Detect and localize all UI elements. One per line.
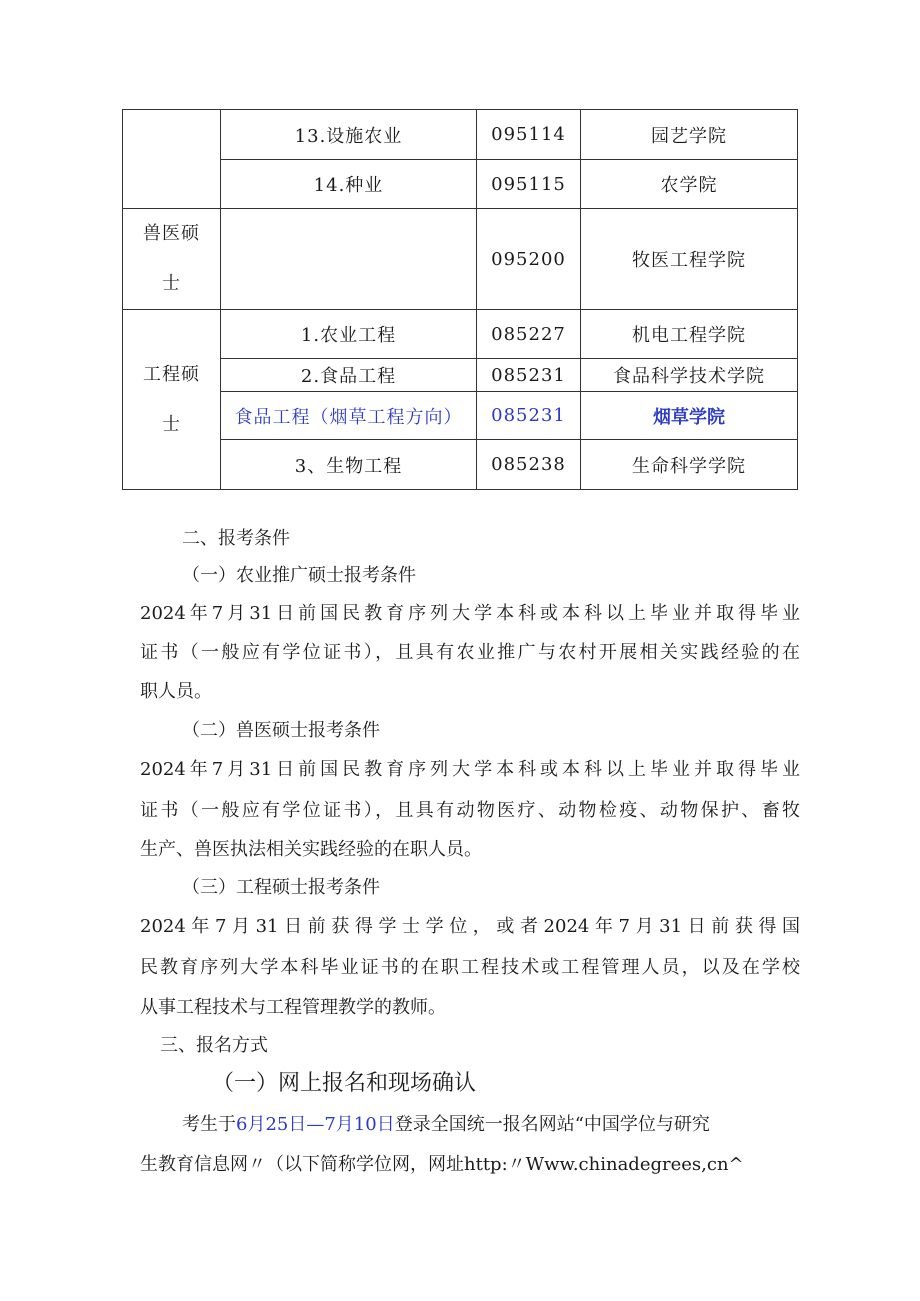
subsection-heading: （二）兽医硕士报考条件	[182, 720, 380, 741]
field-cell: 食品工程（烟草工程方向）	[221, 392, 477, 440]
field-cell: 2.食品工程	[221, 359, 477, 392]
paragraph-line: 2024年7月31日前国民教育序列大学本科或本科以上毕业并取得毕业	[140, 759, 800, 780]
degree-label-line1: 兽医硕	[143, 223, 200, 244]
degree-cell	[123, 110, 221, 209]
field-cell: 3、生物工程	[221, 440, 477, 490]
code-cell: 085231	[477, 359, 581, 392]
degree-label-line2: 士	[162, 273, 181, 294]
table-row	[123, 160, 798, 209]
text-run: 考生于	[182, 1114, 236, 1135]
section-heading: 三、报名方式	[160, 1035, 268, 1056]
paragraph-line: 2024年7月31日前国民教育序列大学本科或本科以上毕业并取得毕业	[140, 603, 800, 624]
table-row	[123, 209, 798, 310]
college-cell: 食品科学技术学院	[581, 359, 798, 392]
paragraph-line: 证书（一般应有学位证书），且具有农业推广与农村开展相关实践经验的在	[140, 642, 800, 663]
subsection-heading: （一）网上报名和现场确认	[212, 1071, 477, 1096]
program-table	[122, 109, 798, 490]
paragraph-line: 生教育信息网〃（以下简称学位网，网址http:〃Www.chinadegrees,cn^	[140, 1154, 744, 1175]
code-cell: 095200	[477, 209, 581, 310]
table-row	[123, 359, 798, 392]
subsection-heading: （三）工程硕士报考条件	[182, 877, 380, 898]
paragraph-line: 生产、兽医执法相关实践经验的在职人员。	[140, 839, 482, 860]
code-cell: 085231	[477, 392, 581, 440]
code-cell: 085227	[477, 310, 581, 359]
college-cell: 园艺学院	[581, 110, 798, 160]
paragraph-line: 从事工程技术与工程管理教学的教师。	[140, 997, 446, 1018]
paragraph-line	[182, 1110, 710, 1136]
table-row	[123, 110, 798, 160]
field-cell: 14.种业	[221, 160, 477, 209]
code-cell: 095114	[477, 110, 581, 160]
registration-dates: 6月25日—7月10日	[236, 1114, 395, 1135]
table-row	[123, 392, 798, 440]
table-row	[123, 310, 798, 359]
table-row	[123, 440, 798, 490]
college-cell: 农学院	[581, 160, 798, 209]
college-cell: 烟草学院	[581, 392, 798, 440]
code-cell: 095115	[477, 160, 581, 209]
degree-label-line1: 工程硕	[143, 363, 200, 385]
paragraph-line: 2024年7月31日前获得学士学位，或者2024年7月31日前获得国	[140, 916, 800, 937]
degree-cell	[123, 209, 221, 310]
field-cell	[221, 209, 477, 310]
code-cell: 085238	[477, 440, 581, 490]
college-cell: 牧医工程学院	[581, 209, 798, 310]
degree-label-line2: 士	[162, 413, 181, 435]
college-cell: 生命科学学院	[581, 440, 798, 490]
subsection-heading: （一）农业推广硕士报考条件	[182, 565, 416, 586]
degree-cell	[123, 310, 221, 490]
text-run: 登录全国统一报名网站“中国学位与研究	[394, 1114, 710, 1135]
field-cell: 13.设施农业	[221, 110, 477, 160]
college-cell: 机电工程学院	[581, 310, 798, 359]
paragraph-line: 证书（一般应有学位证书），且具有动物医疗、动物检疫、动物保护、畜牧	[140, 800, 800, 821]
field-cell: 1.农业工程	[221, 310, 477, 359]
section-heading: 二、报考条件	[182, 528, 290, 549]
paragraph-line: 职人员。	[140, 681, 212, 702]
paragraph-line: 民教育序列大学本科毕业证书的在职工程技术或工程管理人员，以及在学校	[140, 957, 800, 978]
